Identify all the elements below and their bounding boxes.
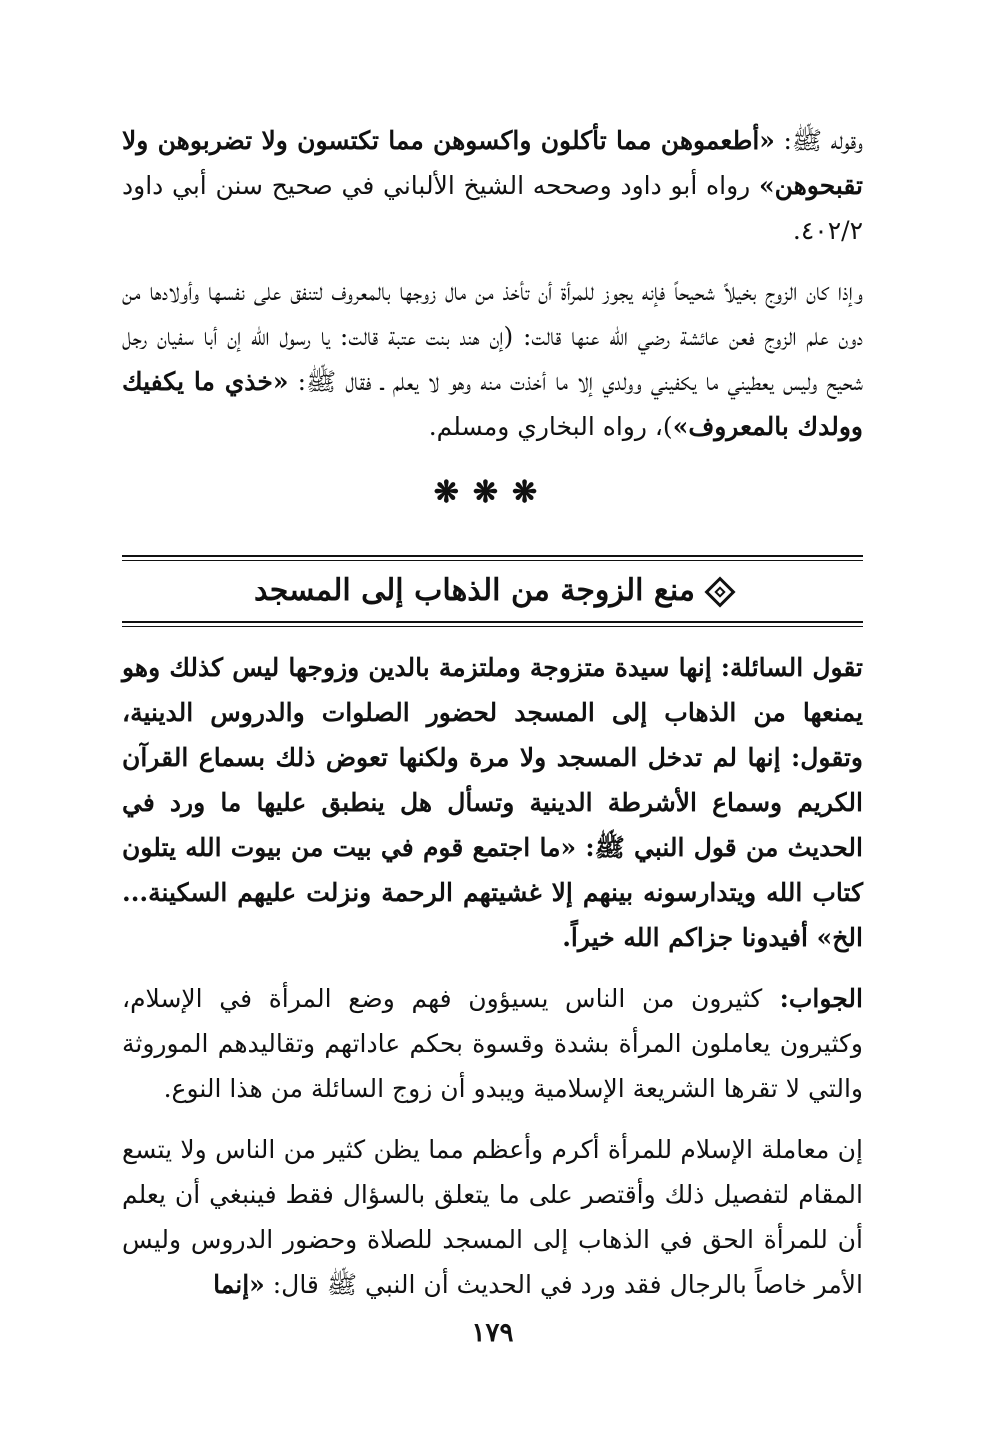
page-number: ١٧٩ bbox=[471, 1318, 514, 1348]
answer-label: الجواب: bbox=[762, 984, 863, 1013]
paragraph-stingy-husband bbox=[122, 269, 863, 449]
section-heading bbox=[122, 561, 863, 621]
hadith-quote: «خذي ما يكفيك وولدك بالمعروف» bbox=[122, 367, 863, 441]
answer-paragraph bbox=[122, 976, 863, 1111]
bottom-rule bbox=[122, 621, 863, 627]
paragraph-rest: رواه أبو داود وصححه الشيخ الألباني في صحيح سنن أبي داود ٤٠٢/٢. bbox=[122, 171, 863, 245]
answer-text: كثيرون من الناس يسيؤون فهم وضع المرأة في الإسلام، وكثيرون يعاملون المرأة بشدة وقسوة بحكم عاداتهم وتقاليدهم الموروثة والتي لا تقرها الشريعة الإسلامية ويبدو أن زوج السائلة من هذا النوع. bbox=[122, 984, 863, 1103]
question-paragraph: تقول السائلة: إنها سيدة متزوجة وملتزمة بالدين وزوجها ليس كذلك وهو يمنعها من الذهاب إلى المسجد لحضور الصلوات والدروس الدينية، وتقول: إنها لم تدخل المسجد ولا مرة ولكنها تعوض ذلك بسماع القرآن الكريم وسماع الأشرطة الدينية وتسأل هل ينطبق عليها ما ورد في الحديث من قول النبي ﷺ: «ما اجتمع قوم في بيت من بيوت الله يتلون كتاب الله ويتدارسونه بينهم إلا غشيتهم الرحمة ونزلت عليهم السكينة... الخ» أفيدونا جزاكم الله خيراً. bbox=[122, 653, 863, 952]
paragraph-hadith-feeding bbox=[122, 118, 863, 253]
section-title: منع الزوجة من الذهاب إلى المسجد bbox=[254, 573, 695, 608]
paragraph-islam-treatment bbox=[122, 1127, 863, 1307]
paragraph-lead: وقوله ﷺ: bbox=[774, 126, 863, 155]
paragraph-text: إن معاملة الإسلام للمرأة أكرم وأعظم مما يظن كثير من الناس ولا يتسع المقام لتفصيل ذلك وأقتصر على ما يتعلق بالسؤال فقط فينبغي أن يعلم أن للمرأة الحق في الذهاب إلى المسجد للصلاة وحضور الدروس وليس الأمر خاصاً بالرجال فقد ورد في الحديث أن النبي ﷺ قال: bbox=[122, 1135, 863, 1299]
paragraph-rest: )، رواه البخاري ومسلم. bbox=[428, 412, 673, 441]
section-separator: ❋❋❋ bbox=[433, 475, 552, 510]
section-heading-block bbox=[122, 555, 863, 627]
paragraph-text: وإذا كان الزوج بخيلاً شحيحاً فإنه يجوز للمرأة أن تأخذ من مال زوجها بالمعروف لتنفق على نفسها وأولادها من دون علم الزوج فعن عائشة رضي الله عنها قالت: (إن هند بنت عتبة قالت: يا رسول الله إن أبا سفيان رجل شحيح وليس يعطيني ما يكفيني وولدي إلا ما أخذت منه وهو لا يعلم ـ فقال ﷺ: bbox=[122, 277, 863, 396]
hadith-quote-start: «إنما bbox=[213, 1270, 265, 1299]
hadith-quote: «أطعموهن مما تأكلون واكسوهن مما تكتسون ولا تضربوهن ولا تقبحوهن» bbox=[122, 126, 863, 200]
diamond-icon bbox=[704, 576, 735, 607]
